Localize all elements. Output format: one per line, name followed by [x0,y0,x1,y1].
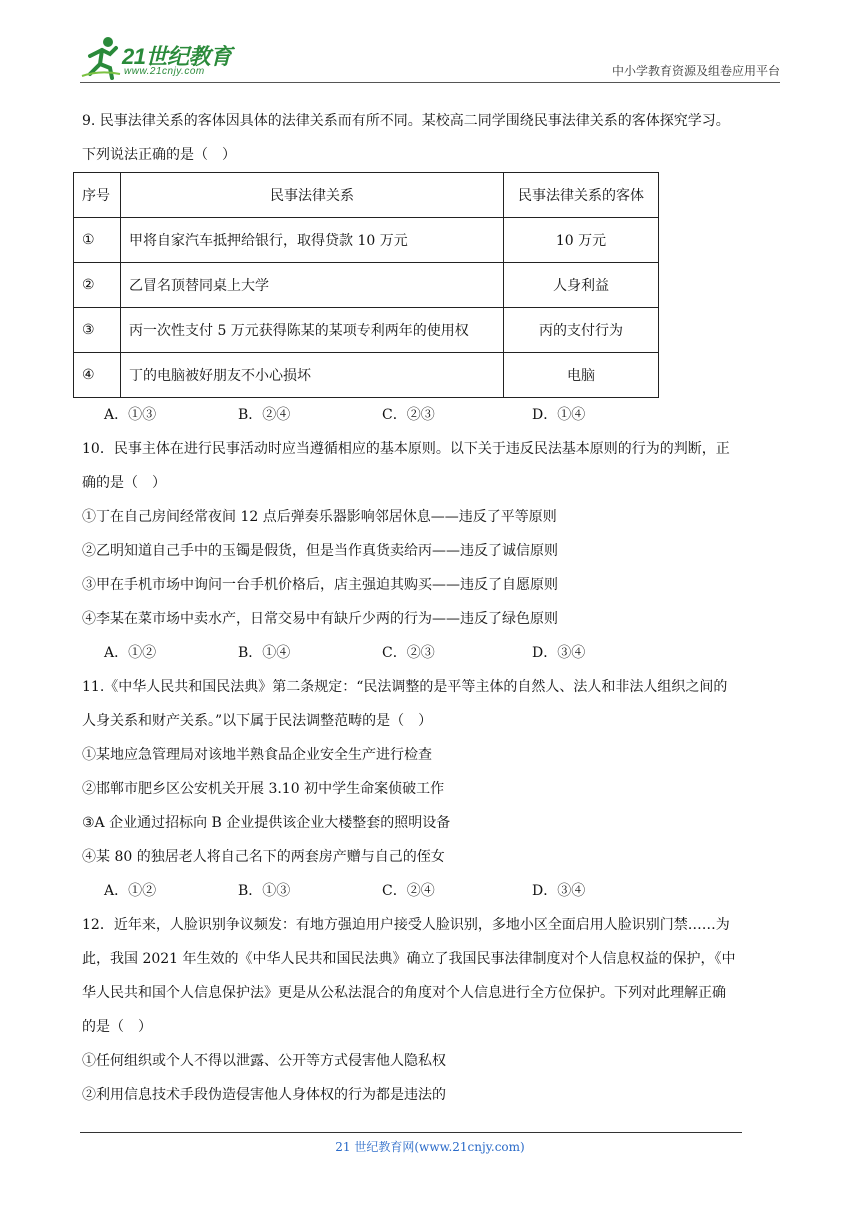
q12-stem-line: 12．近年来，人脸识别争议频发：有地方强迫用户接受人脸识别，多地小区全面启用人脸识别门禁……为 [82,917,730,933]
q10-stem-line2: 确的是（ ） [82,475,166,491]
table-cell: 乙冒名顶替同桌上大学 [121,263,504,308]
table-header-cell: 民事法律关系 [121,173,504,218]
q9-stem-line2: 下列说法正确的是（ ） [82,147,236,163]
q9-option-b: B．②④ [238,407,291,423]
q9-table [73,172,659,398]
q10-item: ④李某在菜市场中卖水产，日常交易中有缺斤少两的行为——违反了绿色原则 [82,611,558,627]
q11-option-b: B．①③ [238,883,291,899]
table-cell: 人身利益 [504,263,659,308]
q12-item: ①任何组织或个人不得以泄露、公开等方式侵害他人隐私权 [82,1053,446,1069]
table-cell: ④ [74,353,121,398]
q10-item: ③甲在手机市场中询问一台手机价格后，店主强迫其购买——违反了自愿原则 [82,577,558,593]
q11-option-c: C．②④ [382,883,435,899]
q10-item: ①丁在自己房间经常夜间 12 点后弹奏乐器影响邻居休息——违反了平等原则 [82,509,557,525]
table-row [74,263,659,308]
q11-item: ②邯郸市肥乡区公安机关开展 3.10 初中学生命案侦破工作 [82,781,445,797]
q10-item: ②乙明知道自己手中的玉镯是假货，但是当作真货卖给丙——违反了诚信原则 [82,543,558,559]
q9-option-c: C．②③ [382,407,435,423]
table-cell: 甲将自家汽车抵押给银行，取得贷款 10 万元 [121,218,504,263]
q10-options [82,636,782,670]
q11-option-d: D．③④ [532,883,586,899]
q10-option-d: D．③④ [532,645,586,661]
table-cell: 丙的支付行为 [504,308,659,353]
q9-option-a: A．①③ [104,407,157,423]
table-row [74,353,659,398]
q11-options [82,874,782,908]
q9-stem-line1: 9. 民事法律关系的客体因具体的法律关系而有所不同。某校高二同学围绕民事法律关系的客体探究学习。 [82,113,730,129]
q11-option-a: A．①② [104,883,157,899]
q10-option-a: A．①② [104,645,157,661]
table-cell: ② [74,263,121,308]
table-cell: ① [74,218,121,263]
q12-stem-line: 华人民共和国个人信息保护法》更是从公私法混合的角度对个人信息进行全方位保护。下列对此理解正确 [82,985,726,1001]
question-content [82,104,782,1112]
header-divider [80,82,780,83]
q11-item: ①某地应急管理局对该地半熟食品企业安全生产进行检查 [82,747,432,763]
runner-icon [80,34,124,80]
table-row [74,308,659,353]
q11-stem-line1: 11.《中华人民共和国民法典》第二条规定：“民法调整的是平等主体的自然人、法人和非法人组织之间的 [82,679,728,695]
footer-divider [80,1132,742,1133]
table-cell: 丙一次性支付 5 万元获得陈某的某项专利两年的使用权 [121,308,504,353]
site-logo[interactable] [80,34,250,80]
table-cell: 丁的电脑被好朋友不小心损坏 [121,353,504,398]
table-header-row [74,173,659,218]
q12-item: ②利用信息技术手段伪造侵害他人身体权的行为都是违法的 [82,1087,446,1103]
q11-item: ④某 80 的独居老人将自己名下的两套房产赠与自己的侄女 [82,849,445,865]
table-cell: ③ [74,308,121,353]
q11-item: ③A 企业通过招标向 B 企业提供该企业大楼整套的照明设备 [82,815,451,831]
logo-url: www.21cnjy.com [124,66,205,77]
q9-options [82,398,782,432]
platform-tagline: 中小学教育资源及组卷应用平台 [611,64,780,78]
table-cell: 10 万元 [504,218,659,263]
q10-option-c: C．②③ [382,645,435,661]
table-row [74,218,659,263]
q12-stem-line: 此，我国 2021 年生效的《中华人民共和国民法典》确立了我国民事法律制度对个人信息权益的保护，《中 [82,951,736,967]
q10-stem-line1: 10．民事主体在进行民事活动时应当遵循相应的基本原则。以下关于违反民法基本原则的行为的判断，正 [82,441,730,457]
table-cell: 电脑 [504,353,659,398]
logo-title: 21世纪教育 [122,44,232,69]
q10-option-b: B．①④ [238,645,291,661]
footer-link[interactable]: 21 世纪教育网(www.21cnjy.com) [335,1140,525,1154]
q12-stem-line: 的是（ ） [82,1019,152,1035]
table-header-cell: 民事法律关系的客体 [504,173,659,218]
table-header-cell: 序号 [74,173,121,218]
page-header [80,34,780,82]
q11-stem-line2: 人身关系和财产关系。”以下属于民法调整范畴的是（ ） [82,713,433,729]
q9-option-d: D．①④ [532,407,586,423]
